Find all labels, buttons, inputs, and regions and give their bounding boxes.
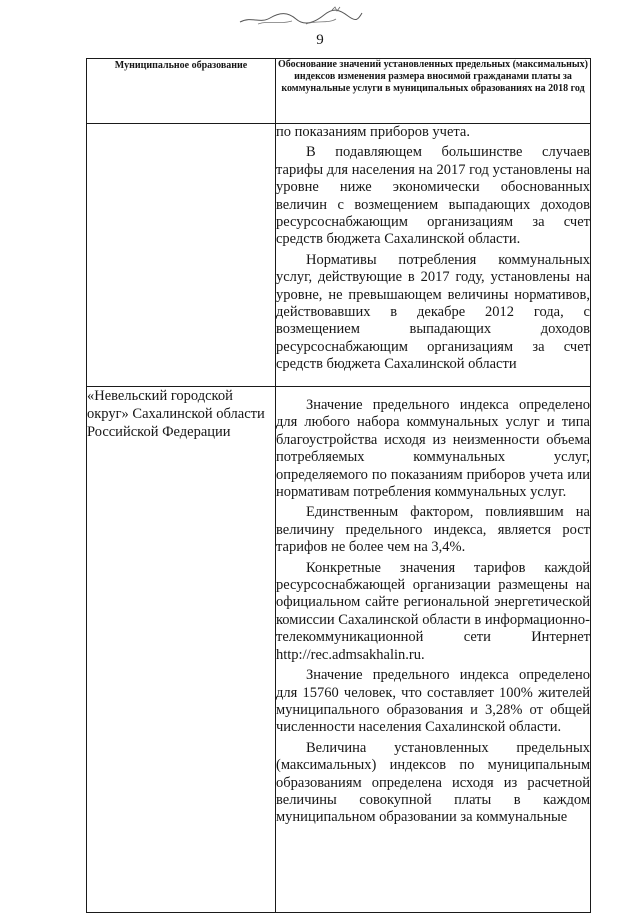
municipality-cell [87, 124, 276, 387]
handwritten-mark [236, 4, 366, 28]
justification-paragraph: Нормативы потребления коммунальных услуг, действующие в 2017 году, установлены на уровне, не превышающем величины нормативов, действовавших в декабре 2012 года, с возмещением выпадающих доходов ресурсоснабжающим организациям за счет средств бюджета Сахалинской области [276, 251, 590, 373]
table-header-row [87, 59, 591, 124]
justification-paragraph: Единственным фактором, повлиявшим на величину предельного индекса, является рост тарифов не более чем на 3,4%. [276, 504, 590, 556]
justification-paragraph: В подавляющем большинстве случаев тарифы для населения на 2017 год установлены на уровне ниже экономически обоснованных величин с возмещением выпадающих доходов ресурсоснабжающим организациям за счет средств бюджета Сахалинской области. [276, 144, 590, 248]
page-number: 9 [316, 32, 324, 48]
municipality-cell [87, 387, 276, 913]
municipality-name: «Невельский городской округ» Сахалинской области Российской Федерации [87, 388, 265, 440]
justification-cell [276, 124, 591, 387]
justification-paragraph: Конкретные значения тарифов каждой ресурсоснабжающей организации размещены на официальном сайте региональной энергетической комиссии Сахалинской области в информационно-телекоммуникационной сети Интернет http://rec.admsakhalin.ru. [276, 559, 590, 663]
table-row [87, 124, 591, 387]
justification-paragraph: Величина установленных предельных (максимальных) индексов по муниципальным образованиям определена исходя из расчетной величины совокупной платы в каждом муниципальном образовании за коммунальные [276, 739, 590, 826]
header-municipality: Муниципальное образование [87, 59, 276, 124]
justification-table [86, 58, 591, 913]
header-justification: Обоснование значений установленных предельных (максимальных) индексов изменения размера вносимой гражданами платы за коммунальные услуги в муниципальных образованиях на 2018 год [276, 59, 591, 124]
justification-paragraph: Значение предельного индекса определено для 15760 человек, что составляет 100% жителей муниципального образования и 3,28% от общей численности населения Сахалинской области. [276, 667, 590, 736]
justification-paragraph: по показаниям приборов учета. [276, 124, 470, 140]
justification-paragraph: Значение предельного индекса определено для любого набора коммунальных услуг и типа благоустройства исходя из неизменности объема потребляемых коммунальных услуг, определяемого по показаниям приборов учета или нормативам потребления коммунальных услуг. [276, 397, 590, 501]
justification-cell [276, 387, 591, 913]
table-row [87, 387, 591, 913]
